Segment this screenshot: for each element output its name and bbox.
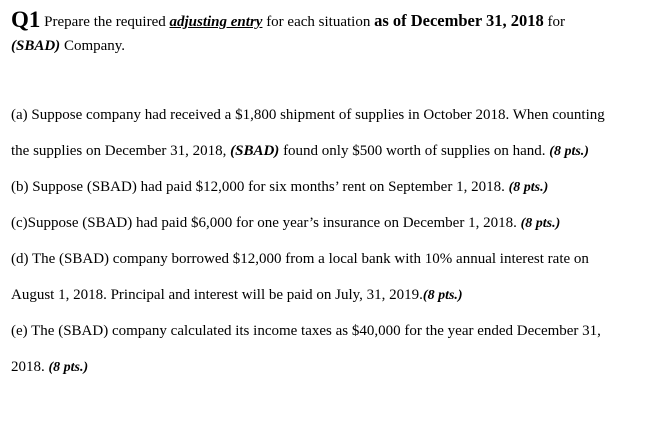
item-b-points: (8 pts.) xyxy=(508,180,549,195)
item-a-company: (SBAD) xyxy=(230,143,280,159)
situation-list xyxy=(11,105,651,377)
item-c-points: (8 pts.) xyxy=(520,216,561,231)
question-company-rest: Company. xyxy=(60,38,126,54)
item-e-line-2 xyxy=(11,357,651,377)
item-e-line-1 xyxy=(11,321,651,341)
question-date-phrase: as of December 31, 2018 xyxy=(374,11,544,30)
item-d-text-2: August 1, 2018. Principal and interest will be paid on July, 31, 2019. xyxy=(11,287,423,303)
question-company-line xyxy=(11,36,651,56)
question-number: Q1 xyxy=(11,7,41,32)
item-a-text-1: (a) Suppose company had received a $1,800 shipment of supplies in October 2018. When counting xyxy=(11,107,605,123)
item-e-text-1: (e) The (SBAD) company calculated its income taxes as $40,000 for the year ended December 31, xyxy=(11,323,601,339)
item-c xyxy=(11,213,651,233)
item-e-text-2: 2018. xyxy=(11,359,49,375)
item-d-line-1 xyxy=(11,249,651,269)
item-b-text: (b) Suppose (SBAD) had paid $12,000 for six months’ rent on September 1, 2018. xyxy=(11,179,509,195)
item-a-line-1 xyxy=(11,105,651,125)
item-a-points: (8 pts.) xyxy=(549,144,589,159)
question-tail: for xyxy=(543,14,566,30)
question-heading xyxy=(11,6,651,36)
item-a-text-2-start: the supplies on December 31, 2018, xyxy=(11,143,231,159)
item-c-text: (c)Suppose (SBAD) had paid $6,000 for one year’s insurance on December 1, 2018. xyxy=(11,215,521,231)
question-middle: for each situation xyxy=(262,14,375,30)
question-intro: Prepare the required xyxy=(40,14,170,30)
question-emphasis: adjusting entry xyxy=(169,14,263,30)
item-b xyxy=(11,177,651,197)
item-d-line-2 xyxy=(11,285,651,305)
document-page xyxy=(11,6,651,393)
item-d-points: (8 pts.) xyxy=(422,288,463,303)
question-company-bold: (SBAD) xyxy=(11,38,61,54)
item-a-text-2-end: found only $500 worth of supplies on hand. xyxy=(279,143,550,159)
item-e-points: (8 pts.) xyxy=(48,360,89,375)
item-d-text-1: (d) The (SBAD) company borrowed $12,000 from a local bank with 10% annual interest rate on xyxy=(11,251,589,267)
item-a-line-2 xyxy=(11,141,651,161)
